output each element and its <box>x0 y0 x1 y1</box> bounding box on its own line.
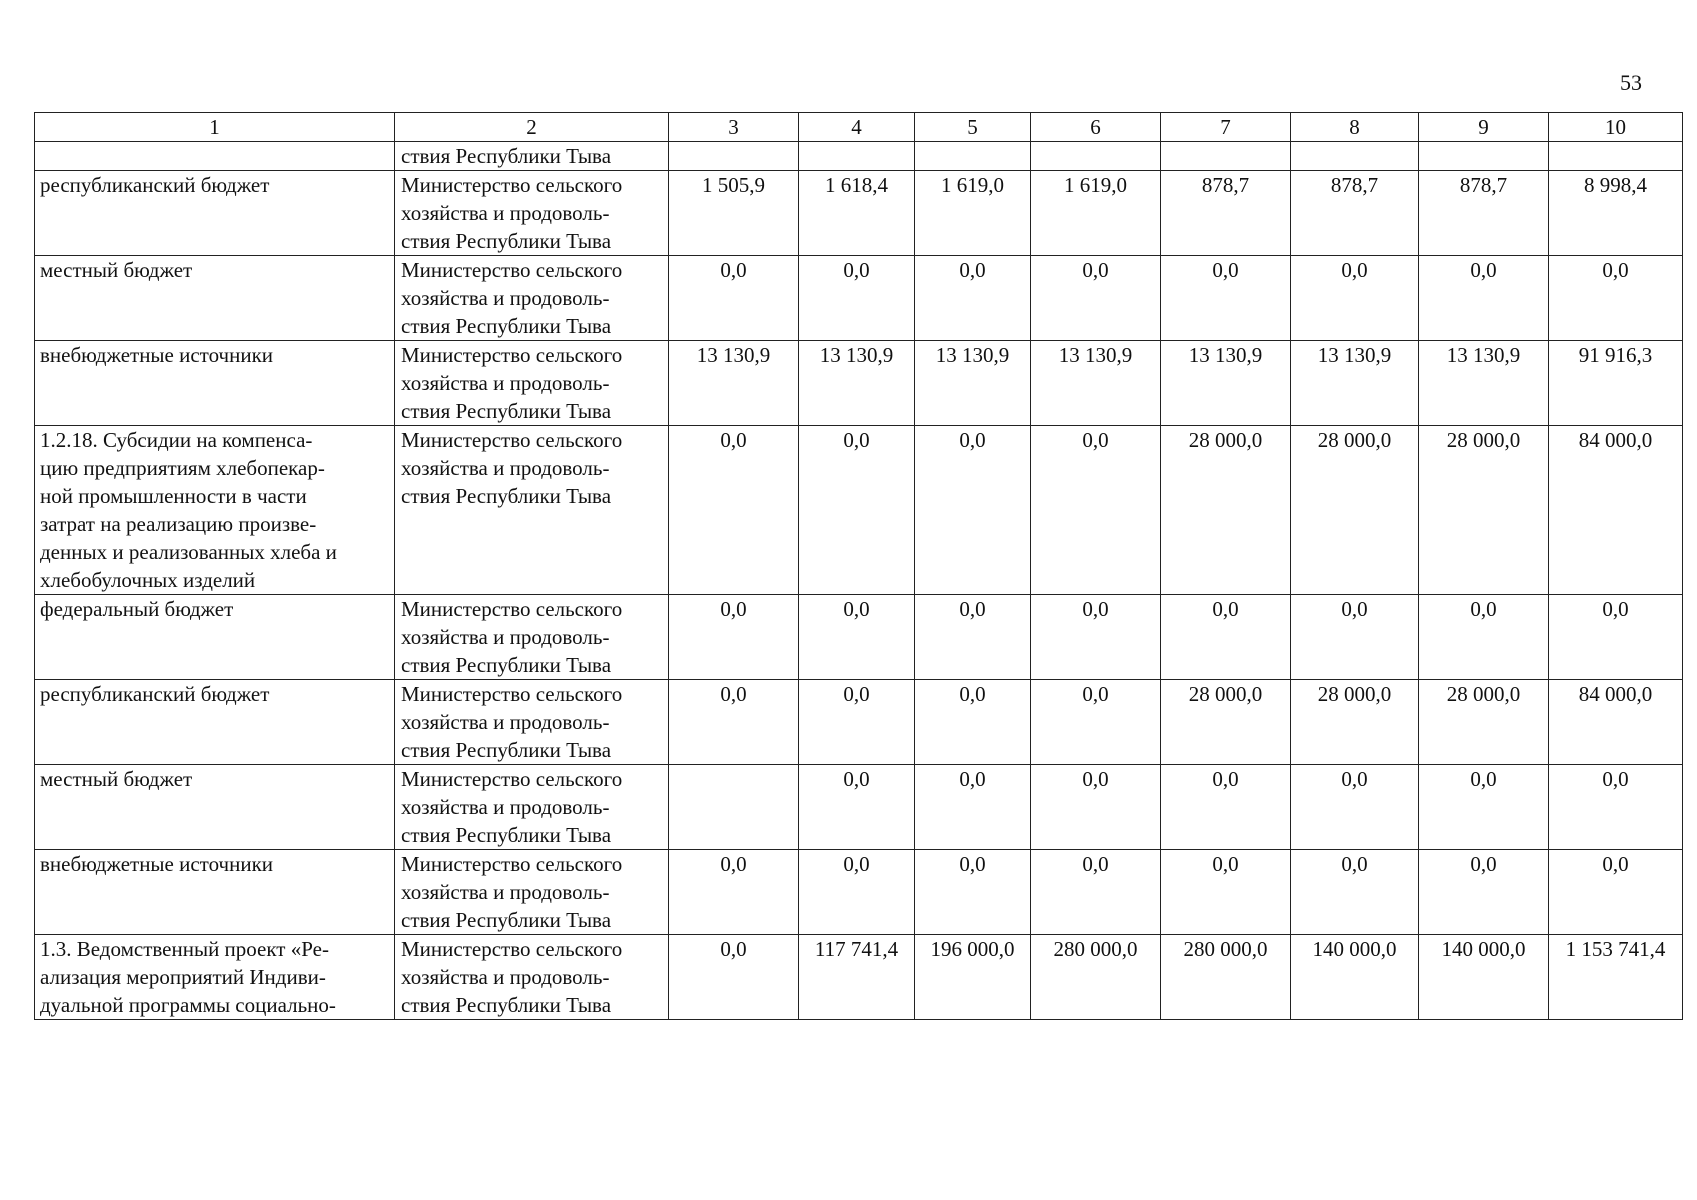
value-cell <box>669 765 799 850</box>
executor-line: хозяйства и продоволь- <box>401 795 610 819</box>
value-cell: 0,0 <box>1031 595 1161 680</box>
description-line: дуальной программы социально- <box>40 993 336 1017</box>
value-cell: 878,7 <box>1419 171 1549 256</box>
value-cell: 13 130,9 <box>799 341 915 426</box>
page-number: 53 <box>1620 70 1642 95</box>
executor-line: хозяйства и продоволь- <box>401 286 610 310</box>
value-cell: 878,7 <box>1161 171 1291 256</box>
description-line: внебюджетные источники <box>40 343 274 367</box>
row-description <box>35 765 395 850</box>
table-row <box>35 765 1683 850</box>
value-cell: 0,0 <box>1549 256 1683 341</box>
value-cell: 0,0 <box>669 426 799 595</box>
value-cell: 1 505,9 <box>669 171 799 256</box>
value-cell: 0,0 <box>1549 595 1683 680</box>
executor-line: хозяйства и продоволь- <box>401 201 610 225</box>
value-cell: 28 000,0 <box>1291 426 1419 595</box>
description-line: денных и реализованных хлеба и <box>40 540 337 564</box>
row-description <box>35 680 395 765</box>
value-cell: 13 130,9 <box>915 341 1031 426</box>
executor-line: хозяйства и продоволь- <box>401 710 610 734</box>
executor-line: Министерство сельского <box>401 428 623 452</box>
value-cell: 140 000,0 <box>1419 935 1549 1020</box>
executor-line: хозяйства и продоволь- <box>401 371 610 395</box>
responsible-executor <box>395 426 669 595</box>
value-cell <box>1549 142 1683 171</box>
value-cell: 0,0 <box>1161 595 1291 680</box>
value-cell: 0,0 <box>1031 426 1161 595</box>
value-cell: 0,0 <box>915 426 1031 595</box>
value-cell: 1 153 741,4 <box>1549 935 1683 1020</box>
row-description <box>35 256 395 341</box>
description-line: республиканский бюджет <box>40 173 270 197</box>
responsible-executor <box>395 142 669 171</box>
value-cell: 0,0 <box>1031 256 1161 341</box>
value-cell: 0,0 <box>669 935 799 1020</box>
value-cell: 0,0 <box>915 595 1031 680</box>
value-cell: 0,0 <box>799 595 915 680</box>
value-cell <box>1161 142 1291 171</box>
executor-line: Министерство сельского <box>401 173 623 197</box>
value-cell: 13 130,9 <box>1031 341 1161 426</box>
row-description <box>35 850 395 935</box>
value-cell: 0,0 <box>915 850 1031 935</box>
description-line: местный бюджет <box>40 258 193 282</box>
value-cell <box>915 142 1031 171</box>
value-cell: 0,0 <box>669 680 799 765</box>
responsible-executor <box>395 171 669 256</box>
value-cell: 0,0 <box>1419 595 1549 680</box>
responsible-executor <box>395 341 669 426</box>
executor-line: Министерство сельского <box>401 852 623 876</box>
column-header: 3 <box>669 113 799 142</box>
value-cell: 0,0 <box>1419 765 1549 850</box>
value-cell: 140 000,0 <box>1291 935 1419 1020</box>
column-header: 1 <box>35 113 395 142</box>
value-cell: 13 130,9 <box>1291 341 1419 426</box>
value-cell: 0,0 <box>1291 765 1419 850</box>
value-cell: 280 000,0 <box>1161 935 1291 1020</box>
description-line: хлебобулочных изделий <box>40 568 256 592</box>
value-cell: 0,0 <box>669 850 799 935</box>
value-cell: 0,0 <box>1161 850 1291 935</box>
table-row <box>35 935 1683 1020</box>
value-cell: 0,0 <box>799 765 915 850</box>
table-row <box>35 341 1683 426</box>
value-cell: 28 000,0 <box>1161 426 1291 595</box>
value-cell: 878,7 <box>1291 171 1419 256</box>
value-cell: 0,0 <box>1031 680 1161 765</box>
executor-line: хозяйства и продоволь- <box>401 880 610 904</box>
value-cell: 196 000,0 <box>915 935 1031 1020</box>
description-line: цию предприятиям хлебопекар- <box>40 456 325 480</box>
description-line: федеральный бюджет <box>40 597 234 621</box>
executor-line: Министерство сельского <box>401 682 623 706</box>
executor-line: Министерство сельского <box>401 937 623 961</box>
value-cell: 28 000,0 <box>1419 426 1549 595</box>
row-description <box>35 426 395 595</box>
value-cell <box>1291 142 1419 171</box>
responsible-executor <box>395 850 669 935</box>
budget-table <box>34 112 1683 1020</box>
value-cell: 117 741,4 <box>799 935 915 1020</box>
value-cell: 0,0 <box>1419 850 1549 935</box>
value-cell: 0,0 <box>915 765 1031 850</box>
table-row <box>35 142 1683 171</box>
value-cell: 0,0 <box>915 680 1031 765</box>
value-cell: 0,0 <box>1031 850 1161 935</box>
description-line: ализация мероприятий Индиви- <box>40 965 326 989</box>
value-cell: 0,0 <box>799 850 915 935</box>
executor-line: ствия Республики Тыва <box>401 229 612 253</box>
table-row <box>35 595 1683 680</box>
responsible-executor <box>395 935 669 1020</box>
column-header: 4 <box>799 113 915 142</box>
description-line: 1.2.18. Субсидии на компенса- <box>40 428 313 452</box>
value-cell: 13 130,9 <box>1419 341 1549 426</box>
value-cell: 28 000,0 <box>1291 680 1419 765</box>
value-cell: 0,0 <box>799 256 915 341</box>
value-cell: 0,0 <box>1419 256 1549 341</box>
row-description <box>35 142 395 171</box>
row-description <box>35 595 395 680</box>
value-cell: 0,0 <box>1161 256 1291 341</box>
value-cell: 0,0 <box>1291 850 1419 935</box>
column-header: 9 <box>1419 113 1549 142</box>
value-cell: 280 000,0 <box>1031 935 1161 1020</box>
column-header: 7 <box>1161 113 1291 142</box>
value-cell: 0,0 <box>799 426 915 595</box>
description-line: 1.3. Ведомственный проект «Ре- <box>40 937 329 961</box>
value-cell <box>669 142 799 171</box>
description-line: республиканский бюджет <box>40 682 270 706</box>
responsible-executor <box>395 680 669 765</box>
executor-line: хозяйства и продоволь- <box>401 456 610 480</box>
executor-line: Министерство сельского <box>401 258 623 282</box>
value-cell: 1 619,0 <box>915 171 1031 256</box>
value-cell: 84 000,0 <box>1549 680 1683 765</box>
value-cell: 1 618,4 <box>799 171 915 256</box>
value-cell: 0,0 <box>1549 765 1683 850</box>
description-line: местный бюджет <box>40 767 193 791</box>
column-header: 2 <box>395 113 669 142</box>
value-cell: 0,0 <box>669 595 799 680</box>
row-description <box>35 935 395 1020</box>
row-description <box>35 171 395 256</box>
description-line: внебюджетные источники <box>40 852 274 876</box>
executor-line: ствия Республики Тыва <box>401 399 612 423</box>
value-cell: 13 130,9 <box>669 341 799 426</box>
value-cell: 91 916,3 <box>1549 341 1683 426</box>
executor-line: ствия Республики Тыва <box>401 823 612 847</box>
executor-line: Министерство сельского <box>401 343 623 367</box>
table-row <box>35 256 1683 341</box>
executor-line: ствия Республики Тыва <box>401 484 612 508</box>
column-header: 10 <box>1549 113 1683 142</box>
value-cell: 8 998,4 <box>1549 171 1683 256</box>
value-cell: 0,0 <box>915 256 1031 341</box>
table-row <box>35 426 1683 595</box>
responsible-executor <box>395 256 669 341</box>
value-cell: 28 000,0 <box>1161 680 1291 765</box>
table-row <box>35 850 1683 935</box>
value-cell: 84 000,0 <box>1549 426 1683 595</box>
column-header: 5 <box>915 113 1031 142</box>
value-cell: 1 619,0 <box>1031 171 1161 256</box>
table-row <box>35 680 1683 765</box>
value-cell <box>1031 142 1161 171</box>
executor-line: ствия Республики Тыва <box>401 993 612 1017</box>
value-cell <box>799 142 915 171</box>
header-row <box>35 113 1683 142</box>
responsible-executor <box>395 765 669 850</box>
value-cell: 0,0 <box>1031 765 1161 850</box>
description-line: затрат на реализацию произве- <box>40 512 317 536</box>
value-cell: 0,0 <box>1291 595 1419 680</box>
value-cell <box>1419 142 1549 171</box>
value-cell: 0,0 <box>1161 765 1291 850</box>
table-row <box>35 171 1683 256</box>
executor-line: ствия Республики Тыва <box>401 908 612 932</box>
executor-line: ствия Республики Тыва <box>401 314 612 338</box>
value-cell: 0,0 <box>1549 850 1683 935</box>
value-cell: 0,0 <box>799 680 915 765</box>
executor-line: ствия Республики Тыва <box>401 738 612 762</box>
table-body <box>35 142 1683 1020</box>
executor-line: Министерство сельского <box>401 767 623 791</box>
value-cell: 13 130,9 <box>1161 341 1291 426</box>
column-header: 8 <box>1291 113 1419 142</box>
value-cell: 0,0 <box>669 256 799 341</box>
description-line: ной промышленности в части <box>40 484 307 508</box>
value-cell: 28 000,0 <box>1419 680 1549 765</box>
executor-line: хозяйства и продоволь- <box>401 625 610 649</box>
executor-line: ствия Республики Тыва <box>401 144 612 168</box>
value-cell: 0,0 <box>1291 256 1419 341</box>
executor-line: Министерство сельского <box>401 597 623 621</box>
executor-line: ствия Республики Тыва <box>401 653 612 677</box>
row-description <box>35 341 395 426</box>
column-header: 6 <box>1031 113 1161 142</box>
responsible-executor <box>395 595 669 680</box>
executor-line: хозяйства и продоволь- <box>401 965 610 989</box>
